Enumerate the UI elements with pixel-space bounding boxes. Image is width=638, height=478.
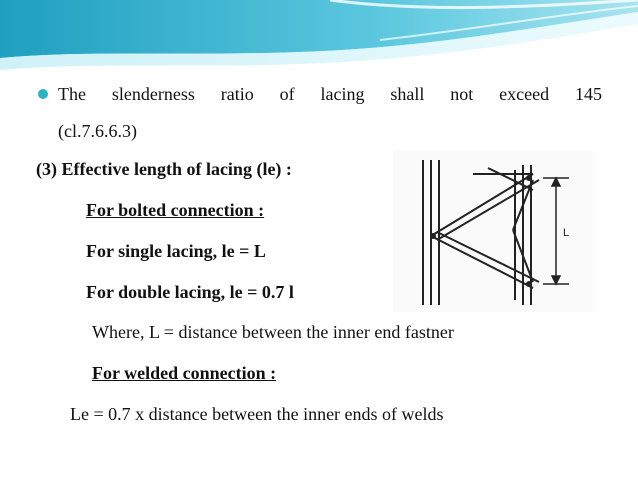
header-wave-banner <box>0 0 638 80</box>
bullet-point <box>36 83 602 107</box>
bolted-connection-heading: For bolted connection : <box>86 200 265 220</box>
lacing-diagram <box>393 150 593 312</box>
bullet-dot-icon <box>38 89 48 99</box>
bullet-text-line2: (cl.7.6.6.3) <box>58 121 137 141</box>
where-definition: Where, L = distance between the inner end fastner <box>92 322 454 342</box>
welded-le-formula: Le = 0.7 x distance between the inner ends of welds <box>70 404 444 424</box>
single-lacing-formula: For single lacing, le = L <box>86 241 266 261</box>
dimension-label: L <box>563 227 570 239</box>
welded-connection-heading: For welded connection : <box>92 363 277 383</box>
double-lacing-formula: For double lacing, le = 0.7 l <box>86 282 294 302</box>
bullet-text-line1: The slenderness ratio of lacing shall not exceed 145 <box>58 84 602 104</box>
section-heading: (3) Effective length of lacing (le) : <box>36 159 292 179</box>
